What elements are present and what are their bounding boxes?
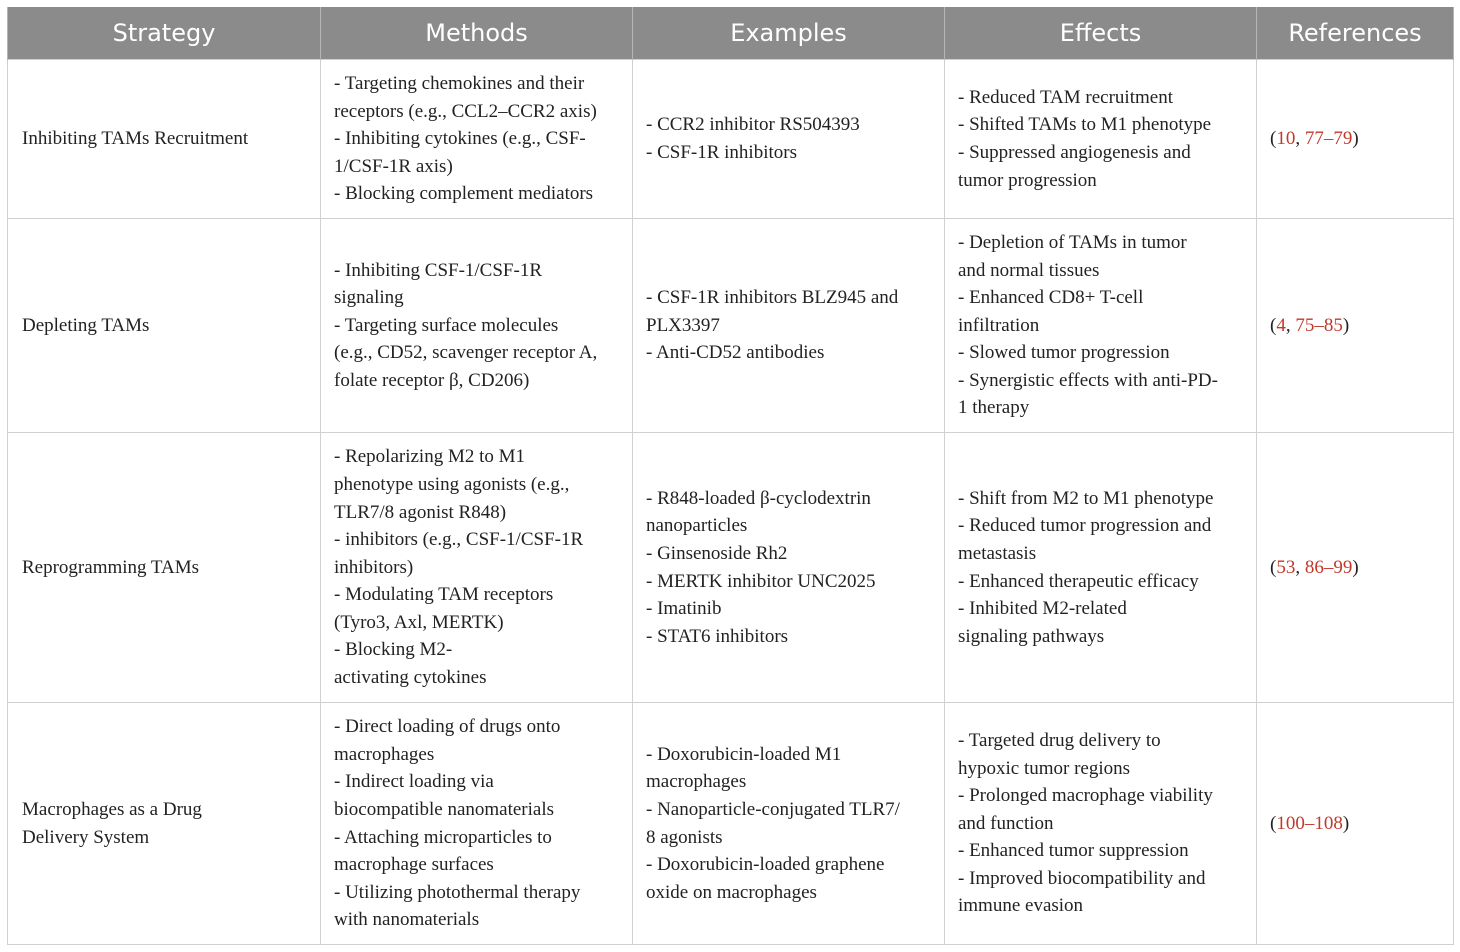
text-line: - Targeting chemokines and their	[334, 73, 585, 95]
text-line: - Slowed tumor progression	[958, 342, 1170, 364]
text-line: - Prolonged macrophage viability	[958, 785, 1213, 807]
text-line: - Imatinib	[646, 598, 722, 620]
text-line: with nanomaterials	[334, 909, 480, 931]
cell-examples	[633, 219, 945, 433]
text-line: macrophages	[646, 771, 747, 793]
text-line: - R848-loaded β-cyclodextrin	[646, 487, 871, 509]
header-row	[8, 7, 1454, 60]
text-line: - Utilizing photothermal therapy	[334, 881, 581, 903]
text-line: - Blocking M2-	[334, 639, 453, 661]
cell-references	[1257, 219, 1454, 433]
table-row	[8, 219, 1454, 433]
cell-examples	[633, 433, 945, 703]
text-line: 8 agonists	[646, 826, 723, 848]
text-line: inhibitors)	[334, 556, 414, 578]
text-line: - Doxorubicin-loaded M1	[646, 743, 842, 765]
text-line: - STAT6 inhibitors	[646, 625, 789, 647]
cell-strategy	[8, 433, 321, 703]
text-line: TLR7/8 agonist R848)	[334, 501, 507, 523]
text-line: - Improved biocompatibility and	[958, 867, 1206, 889]
cell-methods	[321, 60, 633, 219]
header-references: References	[1257, 7, 1454, 60]
ref-open: (	[1270, 128, 1277, 150]
text-line: - Ginsenoside Rh2	[646, 542, 788, 564]
cell-strategy	[8, 219, 321, 433]
text-line: 1/CSF-1R axis)	[334, 155, 453, 177]
text-line: - Doxorubicin-loaded graphene	[646, 854, 885, 876]
text-line: - Shifted TAMs to M1 phenotype	[958, 114, 1212, 136]
table-row	[8, 60, 1454, 219]
ref-close: )	[1352, 128, 1359, 150]
text-line: macrophage surfaces	[334, 854, 494, 876]
text-line: biocompatible nanomaterials	[334, 798, 555, 820]
header-effects: Effects	[945, 7, 1257, 60]
cell-methods	[321, 433, 633, 703]
reference-link[interactable]: 53	[1276, 556, 1296, 578]
text-line: infiltration	[958, 314, 1040, 336]
cell-references	[1257, 703, 1454, 945]
text-line: - Targeted drug delivery to	[958, 729, 1161, 751]
ref-open: (	[1270, 556, 1277, 578]
reference-link[interactable]: 100–108	[1276, 812, 1343, 834]
text-line: and normal tissues	[958, 259, 1100, 281]
reference-link[interactable]: 10	[1276, 128, 1296, 150]
text-line: - Attaching microparticles to	[334, 826, 552, 848]
text-line: (e.g., CD52, scavenger receptor A,	[334, 342, 598, 364]
text-line: tumor progression	[958, 169, 1097, 191]
text-line: - Indirect loading via	[334, 771, 494, 793]
text-line: - Inhibiting cytokines (e.g., CSF-	[334, 128, 586, 150]
text-line: - Enhanced tumor suppression	[958, 840, 1189, 862]
header-strategy: Strategy	[8, 7, 321, 60]
text-line: folate receptor β, CD206)	[334, 369, 530, 391]
strategies-table	[7, 7, 1454, 945]
text-line: Reprogramming TAMs	[22, 556, 200, 578]
text-line: - Inhibited M2-related	[958, 598, 1127, 620]
text-line: nanoparticles	[646, 515, 748, 537]
text-line: - Synergistic effects with anti-PD-	[958, 369, 1218, 391]
text-line: (Tyro3, Axl, MERTK)	[334, 611, 504, 633]
table-row	[8, 703, 1454, 945]
text-line: - CCR2 inhibitor RS504393	[646, 114, 860, 136]
text-line: Macrophages as a Drug	[22, 798, 202, 820]
text-line: immune evasion	[958, 895, 1084, 917]
text-line: - Targeting surface molecules	[334, 314, 559, 336]
text-line: - Blocking complement mediators	[334, 183, 594, 205]
text-line: PLX3397	[646, 314, 720, 336]
text-line: activating cytokines	[334, 667, 487, 689]
ref-open: (	[1270, 812, 1277, 834]
ref-separator: ,	[1295, 556, 1305, 578]
text-line: phenotype using agonists (e.g.,	[334, 473, 570, 495]
cell-effects	[945, 219, 1257, 433]
text-line: - Nanoparticle-conjugated TLR7/	[646, 798, 900, 820]
text-line: - Suppressed angiogenesis and	[958, 142, 1191, 163]
cell-methods	[321, 219, 633, 433]
header-examples: Examples	[633, 7, 945, 60]
cell-examples	[633, 703, 945, 945]
text-line: macrophages	[334, 743, 435, 765]
ref-close: )	[1352, 556, 1359, 578]
text-line: - CSF-1R inhibitors BLZ945 and	[646, 287, 899, 309]
ref-close: )	[1342, 314, 1350, 336]
reference-link[interactable]: 77–79	[1304, 128, 1353, 150]
text-line: signaling pathways	[958, 625, 1105, 647]
text-line: - Direct loading of drugs onto	[334, 716, 561, 738]
text-line: - Inhibiting CSF-1/CSF-1R	[334, 259, 542, 281]
ref-separator: ,	[1285, 314, 1296, 336]
cell-references	[1257, 433, 1454, 703]
text-line: receptors (e.g., CCL2–CCR2 axis)	[334, 100, 597, 122]
text-line: - Repolarizing M2 to M1	[334, 446, 526, 468]
ref-close: )	[1342, 812, 1350, 834]
text-line: - CSF-1R inhibitors	[646, 142, 797, 163]
table-row	[8, 433, 1454, 703]
cell-effects	[945, 433, 1257, 703]
text-line: - Anti-CD52 antibodies	[646, 342, 825, 364]
text-line: - inhibitors (e.g., CSF-1/CSF-1R	[334, 529, 584, 551]
header-methods: Methods	[321, 7, 633, 60]
cell-effects	[945, 703, 1257, 945]
text-line: hypoxic tumor regions	[958, 757, 1131, 779]
text-line: 1 therapy	[958, 397, 1030, 419]
text-line: signaling	[334, 287, 404, 309]
cell-examples	[633, 60, 945, 219]
reference-link[interactable]: 4	[1276, 314, 1286, 336]
text-line: Depleting TAMs	[22, 314, 150, 336]
text-line: - Depletion of TAMs in tumor	[958, 231, 1187, 253]
text-line: and function	[958, 812, 1054, 834]
text-line: - Reduced TAM recruitment	[958, 86, 1173, 108]
text-line: - Reduced tumor progression and	[958, 515, 1212, 537]
ref-separator: ,	[1295, 128, 1305, 150]
text-line: - Modulating TAM receptors	[334, 584, 554, 606]
text-line: - Enhanced therapeutic efficacy	[958, 570, 1199, 592]
text-line: Inhibiting TAMs Recruitment	[22, 128, 249, 150]
reference-link[interactable]: 75–85	[1295, 314, 1343, 336]
cell-strategy	[8, 60, 321, 219]
ref-open: (	[1270, 314, 1277, 336]
reference-link[interactable]: 86–99	[1304, 556, 1353, 578]
text-line: metastasis	[958, 542, 1037, 564]
text-line: - MERTK inhibitor UNC2025	[646, 570, 876, 592]
cell-strategy	[8, 703, 321, 945]
text-line: - Enhanced CD8+ T-cell	[958, 287, 1144, 309]
text-line: Delivery System	[22, 826, 150, 848]
cell-references	[1257, 60, 1454, 219]
text-line: oxide on macrophages	[646, 881, 817, 903]
cell-effects	[945, 60, 1257, 219]
text-line: - Shift from M2 to M1 phenotype	[958, 487, 1214, 509]
cell-methods	[321, 703, 633, 945]
